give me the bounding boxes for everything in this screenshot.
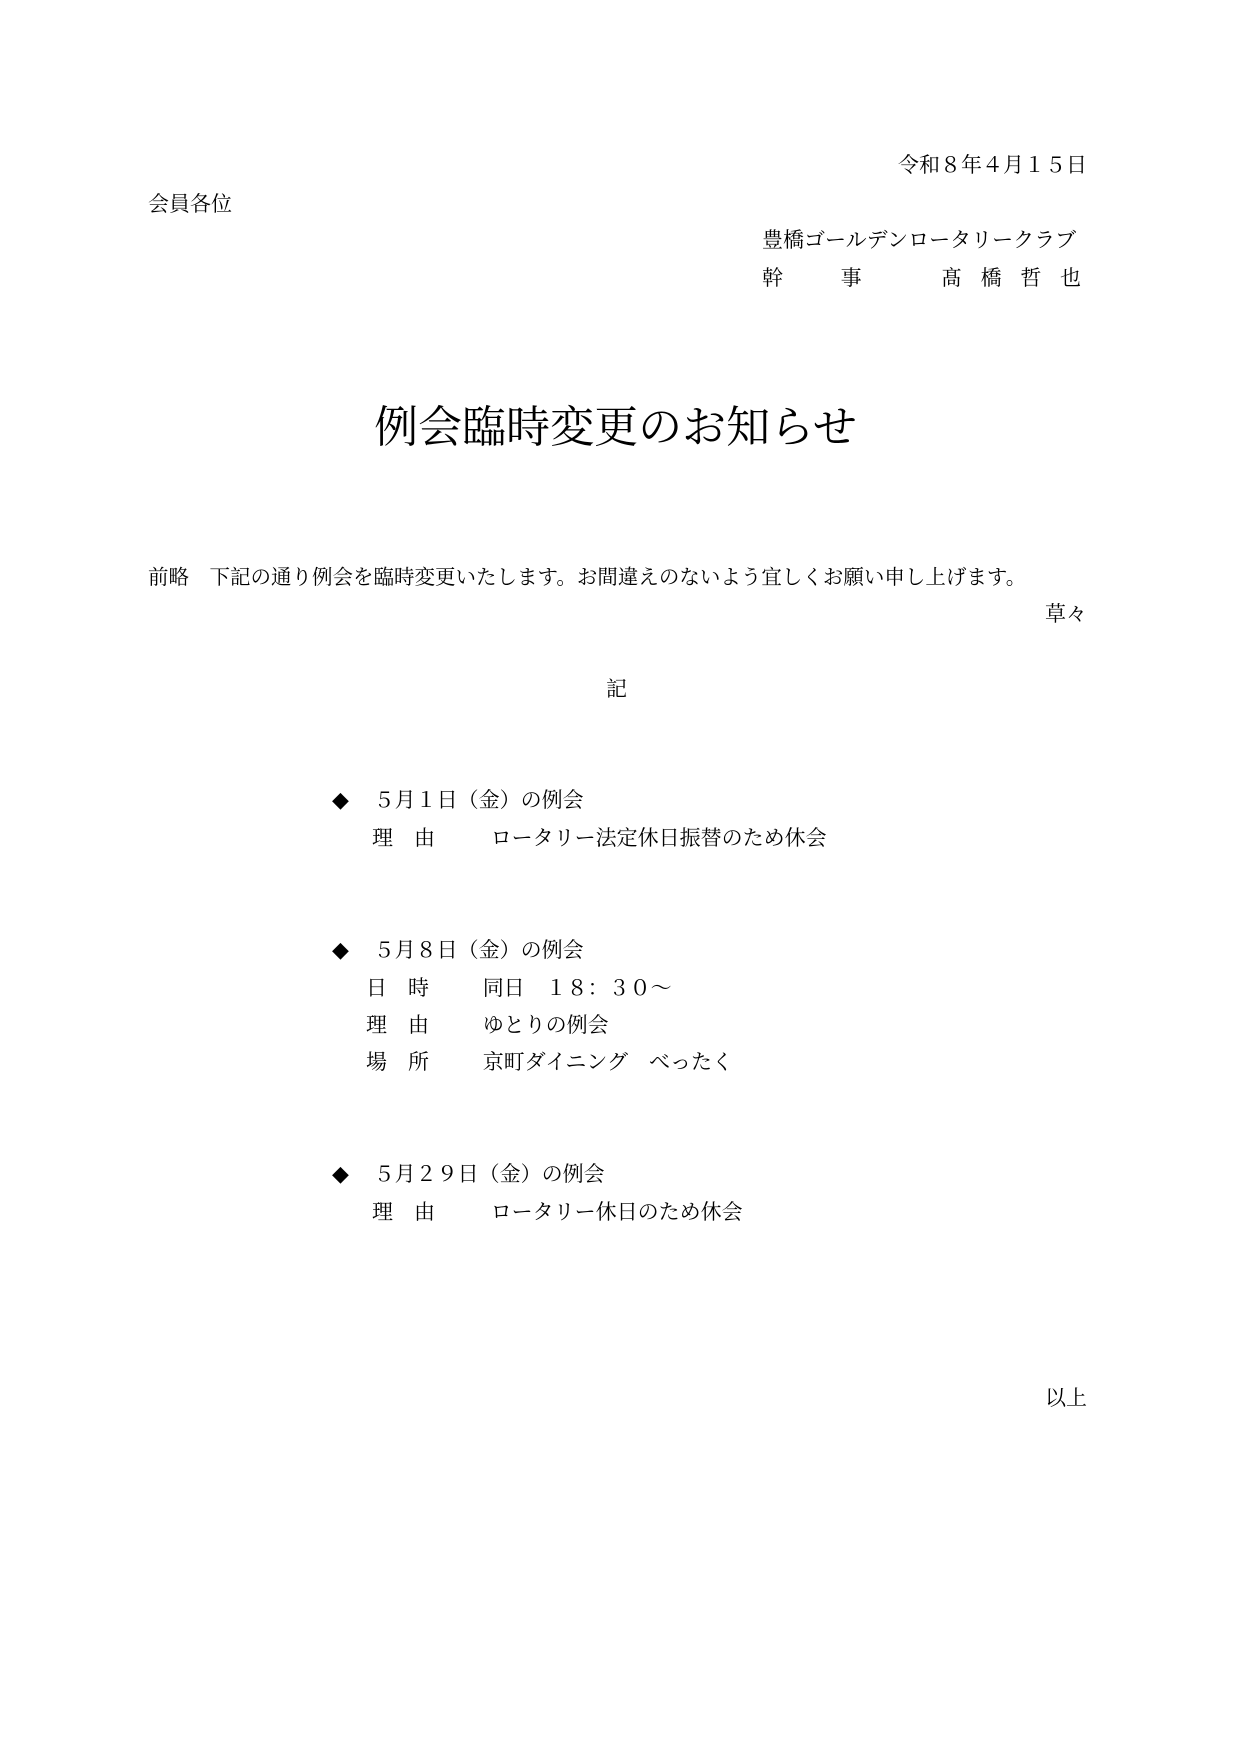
list-item [332,935,584,966]
list-item [332,785,584,816]
row-value: 同日 １８：３０～ [482,976,672,1000]
row-value: ロータリー法定休日振替のため休会 [490,826,827,850]
document-date: 令和８年４月１５日 [898,153,1087,177]
row-value: 京町ダイニング べったく [482,1050,734,1074]
item-row [366,1047,733,1077]
item-row [366,1010,609,1040]
row-label: 理 由 [366,1013,429,1037]
recipients: 会員各位 [148,192,232,216]
list-item [332,1159,605,1190]
closing-ijou: 以上 [1045,1386,1087,1410]
bullet-diamond-icon: ◆ [332,938,349,963]
row-label: 日 時 [366,976,429,1000]
item-heading: ５月８日（金）の例会 [373,938,584,962]
row-value: ロータリー休日のため休会 [490,1200,743,1224]
bullet-diamond-icon: ◆ [332,1162,349,1187]
page-title: 例会臨時変更のお知らせ [374,402,857,453]
item-row [366,973,672,1003]
sender-role: 幹 事 [762,266,872,290]
item-heading: ５月１日（金）の例会 [373,788,584,812]
salutation-line: 前略 下記の通り例会を臨時変更いたします。お間違えのないよう宜しくお願い申し上げます。 [148,565,1027,589]
organization-name: 豊橋ゴールデンロータリークラブ [762,228,1077,252]
row-label: 理 由 [372,826,435,850]
row-label: 場 所 [366,1050,429,1074]
ki-heading: 記 [606,677,627,701]
bullet-diamond-icon: ◆ [332,788,349,813]
row-value: ゆとりの例会 [482,1013,609,1037]
item-row [372,823,827,853]
sender-name: 髙 橋 哲 也 [940,266,1087,290]
row-label: 理 由 [372,1200,435,1224]
closing-word: 草々 [1045,602,1087,626]
item-heading: ５月２９日（金）の例会 [373,1162,605,1186]
item-row [372,1197,743,1227]
